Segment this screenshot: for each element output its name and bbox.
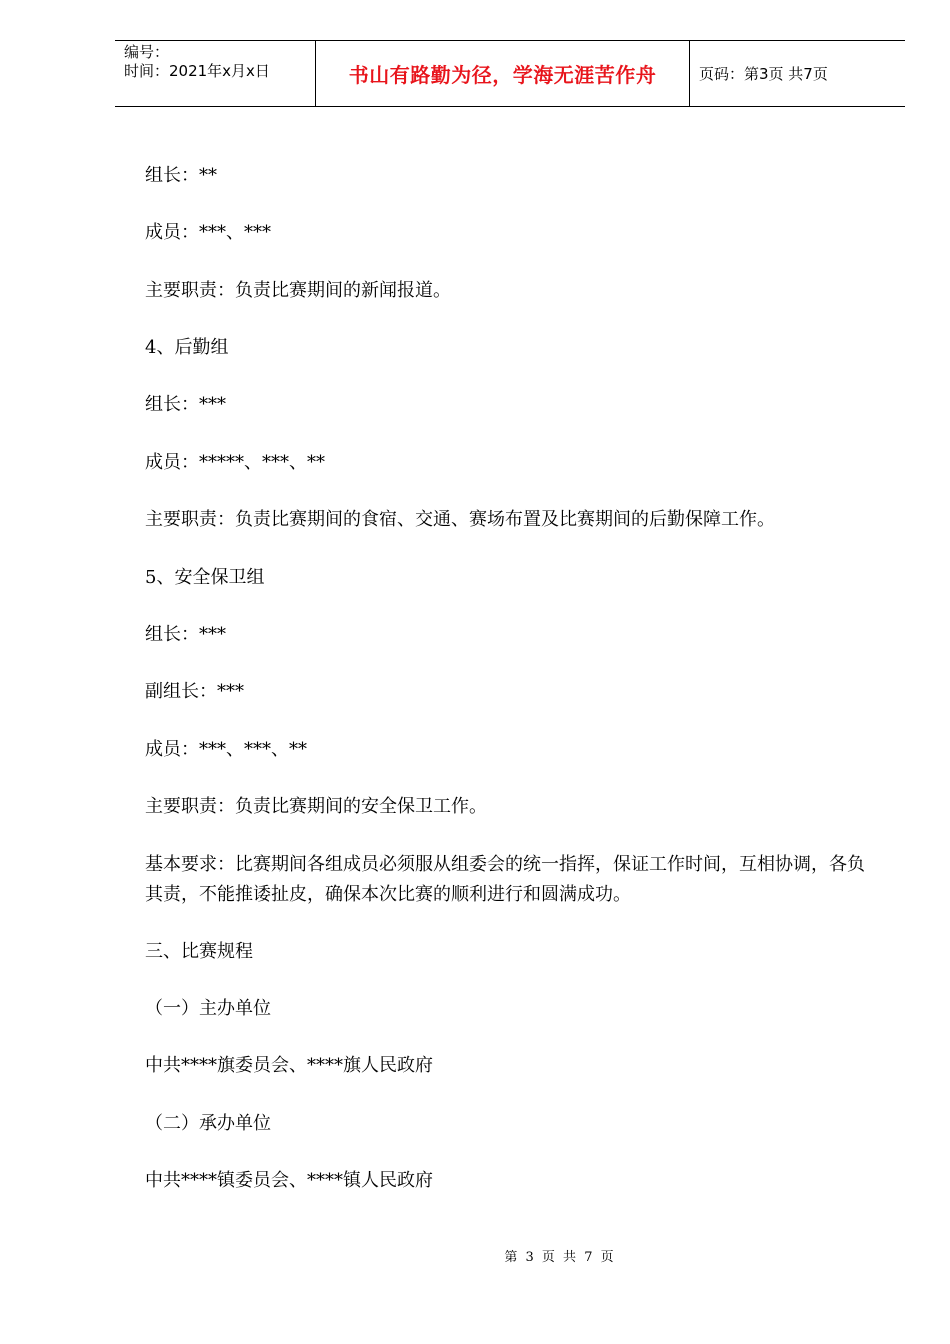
body-line: 成员：*****、***、** — [145, 452, 325, 473]
header-motto: 书山有路勤为径，学海无涯苦作舟 — [348, 63, 657, 87]
header-motto-cell — [316, 41, 690, 106]
header-page-cell — [690, 41, 905, 106]
header-meta-cell — [115, 41, 316, 106]
body-line: 主要职责：负责比赛期间的安全保卫工作。 — [145, 796, 487, 817]
body-line: 中共****镇委员会、****镇人民政府 — [145, 1170, 433, 1191]
body-line: 主要职责：负责比赛期间的食宿、交通、赛场布置及比赛期间的后勤保障工作。 — [145, 509, 775, 530]
doc-date-label: 时间：2021年x月x日 — [124, 62, 270, 80]
document-header — [115, 40, 905, 107]
requirements-paragraph: 基本要求：比赛期间各组成员必须服从组委会的统一指挥，保证工作时间，互相协调，各负其责，不能推诿扯皮，确保本次比赛的顺利进行和圆满成功。 — [145, 854, 865, 905]
body-line: 组长：** — [145, 165, 217, 186]
subsection-heading: （二）承办单位 — [145, 1113, 271, 1134]
body-line: 组长：*** — [145, 394, 226, 415]
header-page-info: 页码：第3页 共7页 — [699, 65, 828, 83]
body-line: 组长：*** — [145, 624, 226, 645]
body-line: 成员：***、***、** — [145, 739, 307, 760]
page-footer: 第 3 页 共 7 页 — [504, 1250, 616, 1265]
section-heading: 5、安全保卫组 — [145, 567, 265, 588]
doc-number-label: 编号： — [124, 43, 170, 61]
body-line: 主要职责：负责比赛期间的新闻报道。 — [145, 280, 451, 301]
section-heading: 4、后勤组 — [145, 337, 229, 358]
subsection-heading: （一）主办单位 — [145, 998, 271, 1019]
body-line: 副组长：*** — [145, 681, 244, 702]
body-line: 中共****旗委员会、****旗人民政府 — [145, 1055, 433, 1076]
body-line: 成员：***、*** — [145, 222, 271, 243]
section-heading: 三、比赛规程 — [145, 941, 253, 962]
